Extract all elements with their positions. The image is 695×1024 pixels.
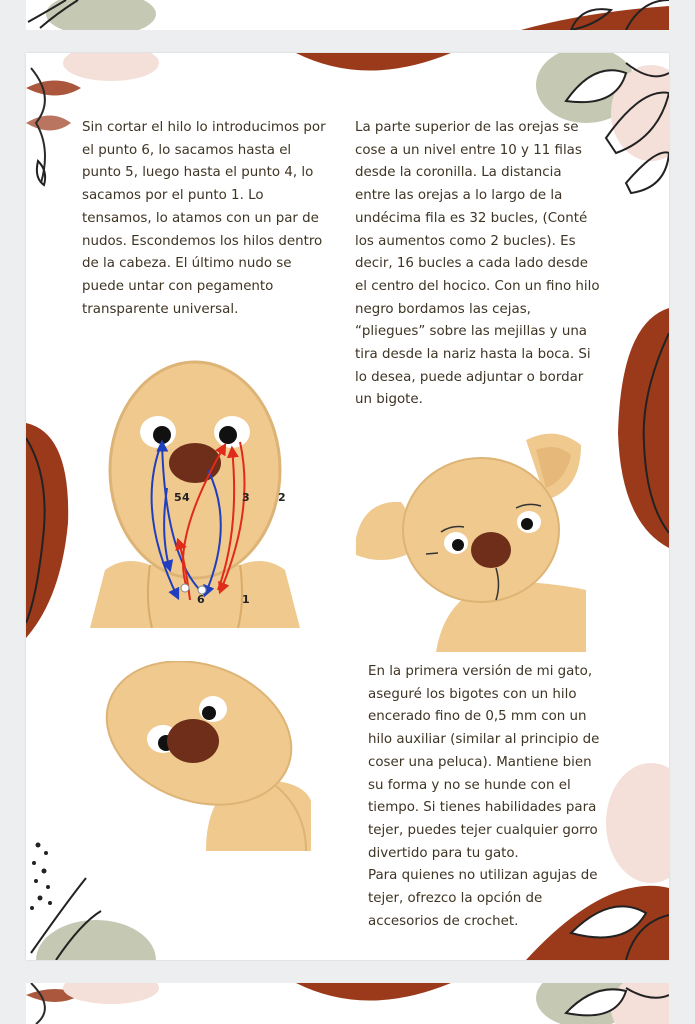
bottom-paragraph-2: Para quienes no utilizan agujas de tejer, ofrezco la opción de accesorios de crochet. (368, 868, 598, 929)
diagram-point-4: 4 (182, 491, 190, 504)
photo-cat-ears (356, 430, 586, 652)
photo-stitch-diagram (90, 360, 300, 628)
diagram-point-5: 5 (174, 491, 182, 504)
pattern-page (26, 53, 669, 960)
diagram-point-6: 6 (197, 593, 205, 606)
bottom-text-block (368, 661, 611, 933)
diagram-point-1: 1 (242, 593, 250, 606)
next-page-strip (26, 983, 669, 1024)
next-page-decoration (26, 983, 669, 1024)
left-paragraph: Sin cortar el hilo lo introducimos por el punto 6, lo sacamos hasta el punto 5, luego hasta el punto 4, lo sacamos por el punto 1. Lo tensamos, lo atamos con un par de nudos. Escondemos los hilos dentro de la cabeza. El último nudo se puede untar con pegamento transparente universal. (82, 120, 326, 317)
bottom-paragraph-1: En la primera versión de mi gato, aseguré los bigotes con un hilo encerado fino de 0,5 mm con un hilo auxiliar (similar al principio de coser una peluca). Mantiene bien su forma y no se hunde con el tiempo. Si tienes habilidades para tejer, puedes tejer cualquier gorro divertido para tu gato. (368, 664, 600, 861)
right-paragraph: La parte superior de las orejas se cose a un nivel entre 10 y 11 filas desde la coronilla. La distancia entre las orejas a lo largo de la undécima fila es 32 bucles, (Conté los aumentos como 2 bucles). Es decir, 16 bucles a cada lado desde el centro del hocico. Con un fino hilo negro bordamos las cejas, “pliegues” sobre las mejillas y una tira desde la nariz hasta la boca. Si lo desea, puede adjuntar o bordar un bigote. (355, 120, 600, 408)
previous-page-decoration (26, 0, 669, 30)
previous-page-strip (26, 0, 669, 30)
diagram-point-3: 3 (242, 491, 250, 504)
photo-cat-profile (101, 661, 311, 851)
diagram-point-2: 2 (278, 491, 286, 504)
